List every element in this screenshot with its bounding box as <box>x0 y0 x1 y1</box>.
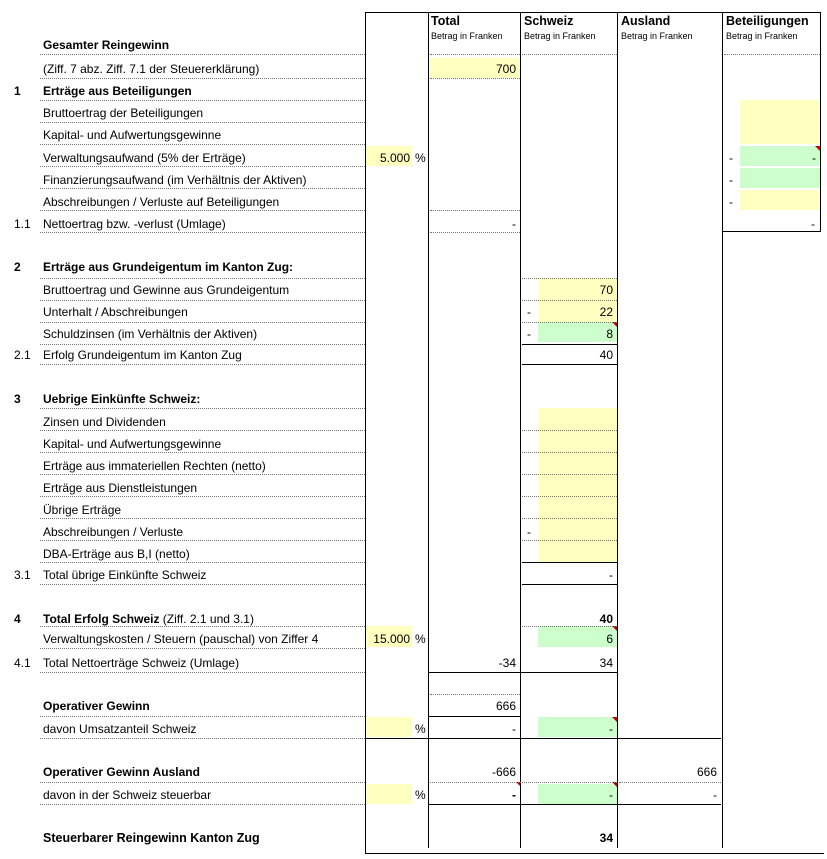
dash: - <box>527 327 531 341</box>
section-number-3-1: 3.1 <box>14 568 31 582</box>
pct-sign: % <box>415 788 426 802</box>
section-title-3: Uebrige Einkünfte Schweiz: <box>43 392 201 406</box>
pct-input-steuerbar[interactable] <box>366 784 412 804</box>
header-beteiligungen: Beteiligungen <box>726 14 809 28</box>
label-uebrige-ertraege: Übrige Erträge <box>43 503 122 517</box>
beteil-dash: - <box>729 151 733 165</box>
section-number-2-1: 2.1 <box>14 348 31 362</box>
label-ziff7: (Ziff. 7 abz. Ziff. 7.1 der Steuererklärung) <box>43 62 260 76</box>
label-unterhalt: Unterhalt / Abschreibungen <box>43 305 188 319</box>
section-number-1-1: 1.1 <box>14 217 31 231</box>
value-total-operativer-gewinn: 666 <box>495 699 516 713</box>
value-schweiz-schuld: 8 <box>606 327 613 341</box>
label-abschreibungen-beteiligungen: Abschreibungen / Verluste auf Beteiligungen <box>43 195 280 209</box>
label-operativer-gewinn: Operativer Gewinn <box>43 699 150 713</box>
section-number-2: 2 <box>14 260 21 274</box>
header-beteiligungen-sub: Betrag in Franken <box>726 31 798 41</box>
value-ausland-operativer: 666 <box>696 765 717 779</box>
label-kapital-1: Kapital- und Aufwertungsgewinne <box>43 128 222 142</box>
section-title-4-bold: Total Erfolg Schweiz <box>43 612 160 626</box>
label-zinsen-dividenden: Zinsen und Dividenden <box>43 415 166 429</box>
label-steuerbarer-reingewinn: Steuerbarer Reingewinn Kanton Zug <box>43 831 260 845</box>
pct-sign: % <box>415 632 426 646</box>
value-total-operativer-ausland: -666 <box>491 765 516 779</box>
value-schweiz-steuerbarer-reingewinn: 34 <box>599 831 613 845</box>
value-schweiz-bruttoGE[interactable]: 70 <box>599 283 613 297</box>
label-erfolg-grundeigentum: Erfolg Grundeigentum im Kanton Zug <box>43 348 242 362</box>
value-schweiz-erfolg-ge: 40 <box>599 348 613 362</box>
label-steuerbar: davon in der Schweiz steuerbar <box>43 788 212 802</box>
label-verwaltungskosten: Verwaltungskosten / Steuern (pauschal) von Ziffer 4 <box>43 632 319 646</box>
label-total-nettoertraege: Total Nettoerträge Schweiz (Umlage) <box>43 656 240 670</box>
label-dba-ertraege: DBA-Erträge aus B,I (netto) <box>43 547 190 561</box>
beteil-input-abschr[interactable] <box>740 190 820 210</box>
value-schweiz-umsatzanteil: - <box>609 722 613 736</box>
pct-verwaltung[interactable]: 5.000 <box>379 151 410 165</box>
section-number-1: 1 <box>14 84 21 98</box>
value-total-steuerbar: - <box>512 788 516 802</box>
label-kapital-2: Kapital- und Aufwertungsgewinne <box>43 437 222 451</box>
dash: - <box>527 305 531 319</box>
beteil-dash: - <box>729 173 733 187</box>
value-total-ziff7[interactable]: 700 <box>495 62 516 76</box>
beteil-input-brutto[interactable] <box>740 100 820 122</box>
pct-sign: % <box>415 151 426 165</box>
label-bruttoertrag-grundeigentum: Bruttoertrag und Gewinne aus Grundeigentum <box>43 283 290 297</box>
label-finanzierungsaufwand: Finanzierungsaufwand (im Verhältnis der Aktiven) <box>43 173 307 187</box>
value-schweiz-nettoertraege: 34 <box>599 656 613 670</box>
value-schweiz-unterhalt[interactable]: 22 <box>599 305 613 319</box>
label-schuldzinsen: Schuldzinsen (im Verhältnis der Aktiven) <box>43 327 258 341</box>
section-number-3: 3 <box>14 392 21 406</box>
beteil-dash: - <box>729 195 733 209</box>
dash: - <box>527 525 531 539</box>
label-immaterielle-rechte: Erträge aus immateriellen Rechten (netto) <box>43 459 266 473</box>
header-total-sub: Betrag in Franken <box>431 31 503 41</box>
value-schweiz-verwkost: 6 <box>606 632 613 646</box>
value-schweiz-total-erfolg: 40 <box>599 612 613 626</box>
label-nettoertrag: Nettoertrag bzw. -verlust (Umlage) <box>43 217 226 231</box>
header-schweiz: Schweiz <box>524 14 574 28</box>
pct-input-umsatz[interactable] <box>366 717 412 737</box>
section-title-2: Erträge aus Grundeigentum im Kanton Zug: <box>43 260 294 274</box>
label-dienstleistungen: Erträge aus Dienstleistungen <box>43 481 198 495</box>
header-ausland-sub: Betrag in Franken <box>621 31 693 41</box>
beteil-calc-finanz <box>740 168 820 188</box>
value-ausland-steuerbar: - <box>713 788 717 802</box>
label-total-uebrige: Total übrige Einkünfte Schweiz <box>43 568 207 582</box>
value-schweiz-steuerbar: - <box>609 788 613 802</box>
section-number-4-1: 4.1 <box>14 656 31 670</box>
section-title-4-rest: (Ziff. 2.1 und 3.1) <box>159 612 254 626</box>
label-umsatzanteil: davon Umsatzanteil Schweiz <box>43 722 197 736</box>
label-brutto-beteiligungen: Bruttoertrag der Beteiligungen <box>43 106 204 120</box>
pct-verwkost[interactable]: 15.000 <box>373 632 410 646</box>
label-gesamter-reingewinn: Gesamter Reingewinn <box>43 38 170 52</box>
beteil-input-kapital[interactable] <box>740 122 820 144</box>
section-title-1: Erträge aus Beteiligungen <box>43 84 192 98</box>
value-schweiz-total-uebrige: - <box>609 568 613 582</box>
pct-sign: % <box>415 722 426 736</box>
value-total-umsatzanteil: - <box>512 722 516 736</box>
section-title-4 <box>43 612 254 626</box>
label-operativer-gewinn-ausland: Operativer Gewinn Ausland <box>43 765 200 779</box>
label-verwaltungsaufwand: Verwaltungsaufwand (5% der Erträge) <box>43 151 246 165</box>
section-number-4: 4 <box>14 612 21 626</box>
value-total-nettoertraege: -34 <box>498 656 516 670</box>
schweiz-input-block[interactable] <box>538 408 617 562</box>
header-ausland: Ausland <box>621 14 671 28</box>
label-abschreibungen-verluste: Abschreibungen / Verluste <box>43 525 184 539</box>
header-schweiz-sub: Betrag in Franken <box>524 31 596 41</box>
header-total: Total <box>431 14 460 28</box>
value-total-nettoertrag: - <box>512 217 516 231</box>
beteil-value-verwaltung: - <box>812 151 816 165</box>
value-beteil-nettoertrag: - <box>811 217 815 231</box>
